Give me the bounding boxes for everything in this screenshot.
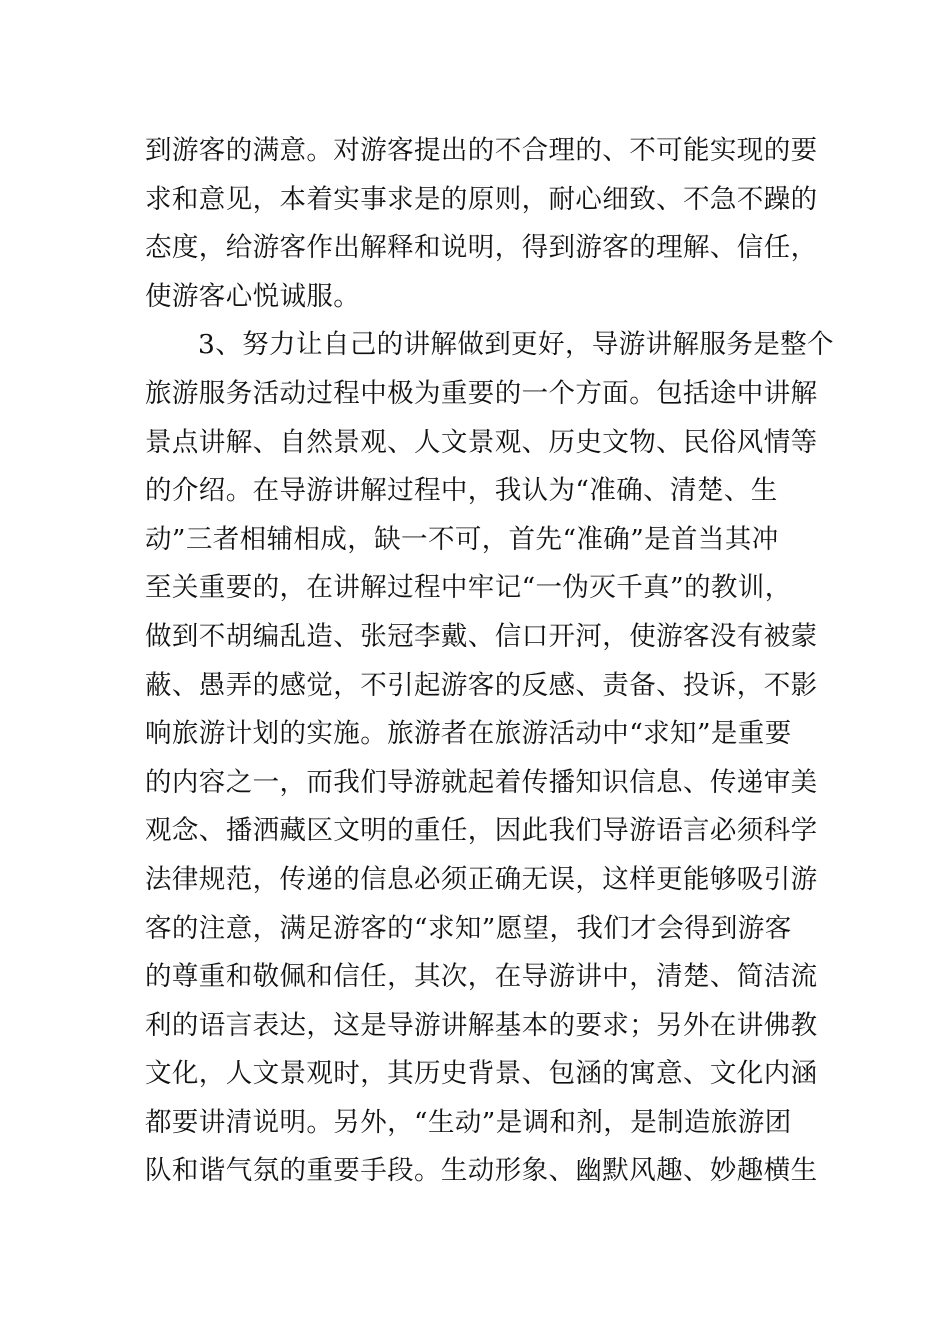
text-line: 观念、播洒藏区文明的重任，因此我们导游语言必须科学	[145, 815, 818, 847]
text-line: 旅游服务活动过程中极为重要的一个方面。包括途中讲解	[145, 377, 818, 409]
body-text	[145, 127, 834, 1196]
text-line: 的介绍。在导游讲解过程中，我认为“准确、清楚、生	[145, 475, 778, 507]
text-line: 的内容之一，而我们导游就起着传播知识信息、传递审美	[145, 766, 818, 798]
text-line: 景点讲解、自然景观、人文景观、历史文物、民俗风情等	[145, 426, 818, 458]
text-line: 动”三者相辅相成，缺一不可，首先“准确”是首当其冲	[145, 523, 779, 555]
text-line: 做到不胡编乱造、张冠李戴、信口开河，使游客没有被蒙	[145, 620, 818, 652]
text-line: 都要讲清说明。另外，“生动”是调和剂，是制造旅游团	[145, 1106, 792, 1138]
text-line: 的尊重和敬佩和信任，其次，在导游讲中，清楚、简洁流	[145, 961, 818, 993]
text-line: 到游客的满意。对游客提出的不合理的、不可能实现的要	[145, 135, 818, 166]
text-line: 文化，人文景观时，其历史背景、包涵的寓意、文化内涵	[145, 1058, 818, 1090]
text-line: 法律规范，传递的信息必须正确无误，这样更能够吸引游	[145, 863, 818, 895]
text-line: 使游客心悦诚服。	[145, 280, 361, 312]
text-line: 态度，给游客作出解释和说明，得到游客的理解、信任，	[145, 232, 818, 264]
text-line: 利的语言表达，这是导游讲解基本的要求；另外在讲佛教	[145, 1009, 818, 1041]
text-line: 队和谐气氛的重要手段。生动形象、幽默风趣、妙趣横生	[145, 1155, 818, 1187]
text-line: 求和意见，本着实事求是的原则，耐心细致、不急不躁的	[145, 183, 818, 215]
text-line: 响旅游计划的实施。旅游者在旅游活动中“求知”是重要	[145, 718, 792, 750]
text-line: 客的注意，满足游客的“求知”愿望，我们才会得到游客	[145, 912, 792, 944]
text-line: 蔽、愚弄的感觉，不引起游客的反感、责备、投诉，不影	[145, 669, 818, 701]
text-line: 至关重要的，在讲解过程中牢记“一伪灭千真”的教训，	[145, 572, 792, 604]
paragraph-start-line: 3、努力让自己的讲解做到更好，导游讲解服务是整个	[198, 329, 834, 361]
